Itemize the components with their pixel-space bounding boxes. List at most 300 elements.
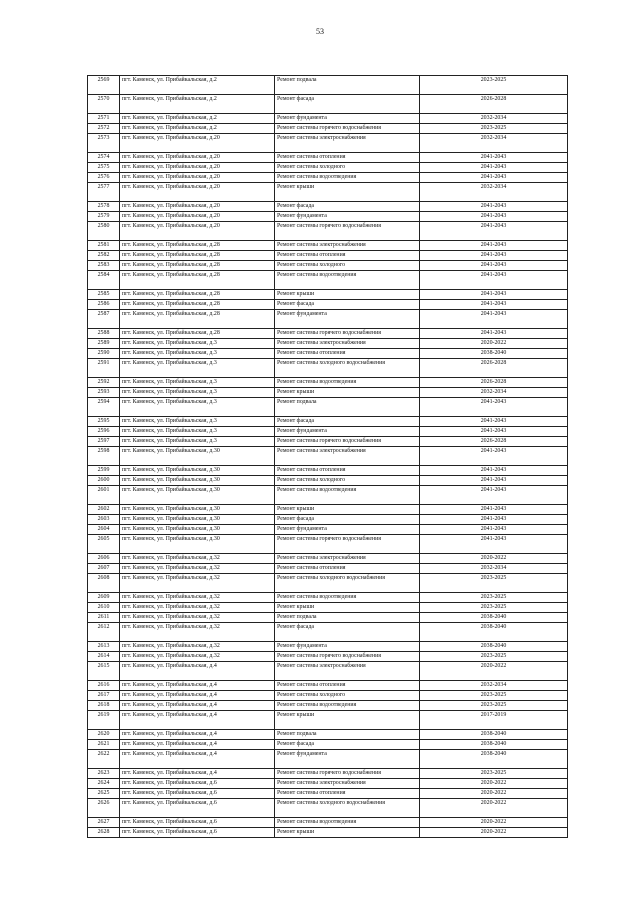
table-row bbox=[88, 95, 568, 114]
work-type-cell: Ремонт системы горячего водоснабжения bbox=[275, 652, 420, 662]
work-type-cell: Ремонт фундамента bbox=[275, 212, 420, 222]
address-cell: пгт. Каменск, ул. Прибайкальская, д.2 bbox=[120, 114, 275, 124]
table-row bbox=[88, 134, 568, 153]
work-type-cell: Ремонт системы электроснабжения bbox=[275, 447, 420, 466]
table-row bbox=[88, 564, 568, 574]
table-row bbox=[88, 241, 568, 251]
row-number-cell: 2620 bbox=[88, 730, 120, 740]
row-number-cell: 2571 bbox=[88, 114, 120, 124]
row-number-cell: 2596 bbox=[88, 427, 120, 437]
address-cell: пгт. Каменск, ул. Прибайкальская, д.30 bbox=[120, 476, 275, 486]
address-cell: пгт. Каменск, ул. Прибайкальская, д.3 bbox=[120, 437, 275, 447]
years-cell: 2023-2025 bbox=[420, 701, 568, 711]
address-cell: пгт. Каменск, ул. Прибайкальская, д.6 bbox=[120, 779, 275, 789]
years-cell: 2041-2043 bbox=[420, 212, 568, 222]
years-cell: 2026-2028 bbox=[420, 437, 568, 447]
address-cell: пгт. Каменск, ул. Прибайкальская, д.3 bbox=[120, 417, 275, 427]
row-number-cell: 2615 bbox=[88, 662, 120, 681]
years-cell: 2020-2022 bbox=[420, 554, 568, 564]
years-cell: 2041-2043 bbox=[420, 271, 568, 290]
address-cell: пгт. Каменск, ул. Прибайкальская, д.28 bbox=[120, 290, 275, 300]
work-type-cell: Ремонт фасада bbox=[275, 623, 420, 642]
address-cell: пгт. Каменск, ул. Прибайкальская, д.28 bbox=[120, 271, 275, 290]
work-type-cell: Ремонт системы горячего водоснабжения bbox=[275, 437, 420, 447]
address-cell: пгт. Каменск, ул. Прибайкальская, д.20 bbox=[120, 153, 275, 163]
row-number-cell: 2628 bbox=[88, 828, 120, 838]
work-type-cell: Ремонт системы водоотведения bbox=[275, 378, 420, 388]
table-row bbox=[88, 183, 568, 202]
row-number-cell: 2609 bbox=[88, 593, 120, 603]
row-number-cell: 2618 bbox=[88, 701, 120, 711]
years-cell: 2023-2025 bbox=[420, 124, 568, 134]
work-type-cell: Ремонт фасада bbox=[275, 740, 420, 750]
work-type-cell: Ремонт системы горячего водоснабжения bbox=[275, 769, 420, 779]
years-cell: 2023-2025 bbox=[420, 769, 568, 779]
address-cell: пгт. Каменск, ул. Прибайкальская, д.3 bbox=[120, 398, 275, 417]
row-number-cell: 2586 bbox=[88, 300, 120, 310]
years-cell: 2032-2034 bbox=[420, 388, 568, 398]
table-row bbox=[88, 554, 568, 564]
work-type-cell: Ремонт подвала bbox=[275, 730, 420, 740]
repair-schedule-table bbox=[87, 75, 568, 838]
work-type-cell: Ремонт фундамента bbox=[275, 525, 420, 535]
work-type-cell: Ремонт фундамента bbox=[275, 427, 420, 437]
table-row bbox=[88, 329, 568, 339]
years-cell: 2023-2025 bbox=[420, 603, 568, 613]
row-number-cell: 2588 bbox=[88, 329, 120, 339]
table-row bbox=[88, 271, 568, 290]
row-number-cell: 2600 bbox=[88, 476, 120, 486]
row-number-cell: 2598 bbox=[88, 447, 120, 466]
table-row bbox=[88, 750, 568, 769]
years-cell: 2020-2022 bbox=[420, 339, 568, 349]
address-cell: пгт. Каменск, ул. Прибайкальская, д.3 bbox=[120, 339, 275, 349]
table-row bbox=[88, 769, 568, 779]
address-cell: пгт. Каменск, ул. Прибайкальская, д.4 bbox=[120, 662, 275, 681]
row-number-cell: 2603 bbox=[88, 515, 120, 525]
years-cell: 2023-2025 bbox=[420, 76, 568, 95]
table-row bbox=[88, 427, 568, 437]
work-type-cell: Ремонт фасада bbox=[275, 300, 420, 310]
years-cell: 2038-2040 bbox=[420, 730, 568, 740]
row-number-cell: 2622 bbox=[88, 750, 120, 769]
table-row bbox=[88, 535, 568, 554]
address-cell: пгт. Каменск, ул. Прибайкальская, д.20 bbox=[120, 202, 275, 212]
work-type-cell: Ремонт системы водоотведения bbox=[275, 173, 420, 183]
row-number-cell: 2577 bbox=[88, 183, 120, 202]
address-cell: пгт. Каменск, ул. Прибайкальская, д.32 bbox=[120, 613, 275, 623]
row-number-cell: 2580 bbox=[88, 222, 120, 241]
row-number-cell: 2595 bbox=[88, 417, 120, 427]
years-cell: 2020-2022 bbox=[420, 828, 568, 838]
work-type-cell: Ремонт системы холодного водоснабжения bbox=[275, 574, 420, 593]
years-cell: 2032-2034 bbox=[420, 134, 568, 153]
work-type-cell: Ремонт системы отопления bbox=[275, 251, 420, 261]
table-row bbox=[88, 447, 568, 466]
table-row bbox=[88, 124, 568, 134]
table-row bbox=[88, 623, 568, 642]
years-cell: 2041-2043 bbox=[420, 173, 568, 183]
years-cell: 2023-2025 bbox=[420, 574, 568, 593]
work-type-cell: Ремонт системы водоотведения bbox=[275, 486, 420, 505]
years-cell: 2041-2043 bbox=[420, 241, 568, 251]
work-type-cell: Ремонт фасада bbox=[275, 202, 420, 212]
table-row bbox=[88, 310, 568, 329]
address-cell: пгт. Каменск, ул. Прибайкальская, д.30 bbox=[120, 515, 275, 525]
row-number-cell: 2608 bbox=[88, 574, 120, 593]
table-row bbox=[88, 603, 568, 613]
row-number-cell: 2582 bbox=[88, 251, 120, 261]
address-cell: пгт. Каменск, ул. Прибайкальская, д.30 bbox=[120, 535, 275, 554]
row-number-cell: 2619 bbox=[88, 711, 120, 730]
table-row bbox=[88, 163, 568, 173]
work-type-cell: Ремонт фундамента bbox=[275, 114, 420, 124]
address-cell: пгт. Каменск, ул. Прибайкальская, д.3 bbox=[120, 349, 275, 359]
address-cell: пгт. Каменск, ул. Прибайкальская, д.3 bbox=[120, 427, 275, 437]
work-type-cell: Ремонт системы водоотведения bbox=[275, 271, 420, 290]
table-row bbox=[88, 466, 568, 476]
address-cell: пгт. Каменск, ул. Прибайкальская, д.2 bbox=[120, 76, 275, 95]
years-cell: 2020-2022 bbox=[420, 779, 568, 789]
table-row bbox=[88, 691, 568, 701]
address-cell: пгт. Каменск, ул. Прибайкальская, д.20 bbox=[120, 163, 275, 173]
address-cell: пгт. Каменск, ул. Прибайкальская, д.4 bbox=[120, 750, 275, 769]
table-row bbox=[88, 388, 568, 398]
table-row bbox=[88, 222, 568, 241]
row-number-cell: 2573 bbox=[88, 134, 120, 153]
table-row bbox=[88, 789, 568, 799]
years-cell: 2038-2040 bbox=[420, 623, 568, 642]
years-cell: 2041-2043 bbox=[420, 251, 568, 261]
address-cell: пгт. Каменск, ул. Прибайкальская, д.32 bbox=[120, 574, 275, 593]
row-number-cell: 2581 bbox=[88, 241, 120, 251]
years-cell: 2023-2025 bbox=[420, 593, 568, 603]
work-type-cell: Ремонт системы электроснабжения bbox=[275, 339, 420, 349]
table-row bbox=[88, 417, 568, 427]
work-type-cell: Ремонт крыши bbox=[275, 505, 420, 515]
row-number-cell: 2617 bbox=[88, 691, 120, 701]
years-cell: 2041-2043 bbox=[420, 535, 568, 554]
years-cell: 2038-2040 bbox=[420, 750, 568, 769]
row-number-cell: 2591 bbox=[88, 359, 120, 378]
row-number-cell: 2616 bbox=[88, 681, 120, 691]
work-type-cell: Ремонт крыши bbox=[275, 828, 420, 838]
table-row bbox=[88, 290, 568, 300]
row-number-cell: 2612 bbox=[88, 623, 120, 642]
years-cell: 2038-2040 bbox=[420, 349, 568, 359]
address-cell: пгт. Каменск, ул. Прибайкальская, д.30 bbox=[120, 447, 275, 466]
address-cell: пгт. Каменск, ул. Прибайкальская, д.32 bbox=[120, 652, 275, 662]
row-number-cell: 2592 bbox=[88, 378, 120, 388]
address-cell: пгт. Каменск, ул. Прибайкальская, д.32 bbox=[120, 593, 275, 603]
years-cell: 2041-2043 bbox=[420, 398, 568, 417]
table-row bbox=[88, 515, 568, 525]
row-number-cell: 2569 bbox=[88, 76, 120, 95]
work-type-cell: Ремонт подвала bbox=[275, 398, 420, 417]
row-number-cell: 2587 bbox=[88, 310, 120, 329]
row-number-cell: 2575 bbox=[88, 163, 120, 173]
years-cell: 2023-2025 bbox=[420, 691, 568, 701]
row-number-cell: 2611 bbox=[88, 613, 120, 623]
years-cell: 2041-2043 bbox=[420, 427, 568, 437]
address-cell: пгт. Каменск, ул. Прибайкальская, д.32 bbox=[120, 603, 275, 613]
years-cell: 2041-2043 bbox=[420, 466, 568, 476]
work-type-cell: Ремонт системы горячего водоснабжения bbox=[275, 329, 420, 339]
table-row bbox=[88, 437, 568, 447]
address-cell: пгт. Каменск, ул. Прибайкальская, д.3 bbox=[120, 359, 275, 378]
address-cell: пгт. Каменск, ул. Прибайкальская, д.30 bbox=[120, 466, 275, 476]
years-cell: 2041-2043 bbox=[420, 486, 568, 505]
work-type-cell: Ремонт системы холодного bbox=[275, 163, 420, 173]
table-row bbox=[88, 701, 568, 711]
row-number-cell: 2572 bbox=[88, 124, 120, 134]
work-type-cell: Ремонт системы холодного bbox=[275, 261, 420, 271]
years-cell: 2032-2034 bbox=[420, 564, 568, 574]
years-cell: 2041-2043 bbox=[420, 300, 568, 310]
years-cell: 2041-2043 bbox=[420, 505, 568, 515]
row-number-cell: 2601 bbox=[88, 486, 120, 505]
table-row bbox=[88, 76, 568, 95]
table-row bbox=[88, 359, 568, 378]
row-number-cell: 2625 bbox=[88, 789, 120, 799]
address-cell: пгт. Каменск, ул. Прибайкальская, д.30 bbox=[120, 525, 275, 535]
address-cell: пгт. Каменск, ул. Прибайкальская, д.4 bbox=[120, 711, 275, 730]
work-type-cell: Ремонт системы отопления bbox=[275, 564, 420, 574]
years-cell: 2032-2034 bbox=[420, 183, 568, 202]
work-type-cell: Ремонт системы электроснабжения bbox=[275, 779, 420, 789]
address-cell: пгт. Каменск, ул. Прибайкальская, д.2 bbox=[120, 95, 275, 114]
address-cell: пгт. Каменск, ул. Прибайкальская, д.32 bbox=[120, 564, 275, 574]
address-cell: пгт. Каменск, ул. Прибайкальская, д.30 bbox=[120, 486, 275, 505]
table-row bbox=[88, 173, 568, 183]
years-cell: 2041-2043 bbox=[420, 261, 568, 271]
row-number-cell: 2599 bbox=[88, 466, 120, 476]
table-row bbox=[88, 378, 568, 388]
address-cell: пгт. Каменск, ул. Прибайкальская, д.20 bbox=[120, 183, 275, 202]
table-row bbox=[88, 652, 568, 662]
years-cell: 2020-2022 bbox=[420, 799, 568, 818]
row-number-cell: 2590 bbox=[88, 349, 120, 359]
work-type-cell: Ремонт системы холодного bbox=[275, 476, 420, 486]
years-cell: 2041-2043 bbox=[420, 329, 568, 339]
table-row bbox=[88, 574, 568, 593]
years-cell: 2041-2043 bbox=[420, 310, 568, 329]
table-row bbox=[88, 818, 568, 828]
table-row bbox=[88, 153, 568, 163]
address-cell: пгт. Каменск, ул. Прибайкальская, д.6 bbox=[120, 789, 275, 799]
table-row bbox=[88, 613, 568, 623]
years-cell: 2020-2022 bbox=[420, 818, 568, 828]
address-cell: пгт. Каменск, ул. Прибайкальская, д.32 bbox=[120, 554, 275, 564]
row-number-cell: 2574 bbox=[88, 153, 120, 163]
work-type-cell: Ремонт фасада bbox=[275, 417, 420, 427]
work-type-cell: Ремонт крыши bbox=[275, 183, 420, 202]
row-number-cell: 2579 bbox=[88, 212, 120, 222]
address-cell: пгт. Каменск, ул. Прибайкальская, д.3 bbox=[120, 378, 275, 388]
table-row bbox=[88, 779, 568, 789]
years-cell: 2041-2043 bbox=[420, 202, 568, 212]
work-type-cell: Ремонт системы отопления bbox=[275, 466, 420, 476]
row-number-cell: 2589 bbox=[88, 339, 120, 349]
row-number-cell: 2605 bbox=[88, 535, 120, 554]
row-number-cell: 2570 bbox=[88, 95, 120, 114]
table-row bbox=[88, 525, 568, 535]
years-cell: 2041-2043 bbox=[420, 476, 568, 486]
row-number-cell: 2614 bbox=[88, 652, 120, 662]
years-cell: 2032-2034 bbox=[420, 114, 568, 124]
work-type-cell: Ремонт крыши bbox=[275, 388, 420, 398]
row-number-cell: 2621 bbox=[88, 740, 120, 750]
table-row bbox=[88, 300, 568, 310]
row-number-cell: 2607 bbox=[88, 564, 120, 574]
row-number-cell: 2584 bbox=[88, 271, 120, 290]
table-row bbox=[88, 681, 568, 691]
table-row bbox=[88, 799, 568, 818]
address-cell: пгт. Каменск, ул. Прибайкальская, д.3 bbox=[120, 388, 275, 398]
table-row bbox=[88, 261, 568, 271]
table-row bbox=[88, 202, 568, 212]
table-row bbox=[88, 505, 568, 515]
row-number-cell: 2610 bbox=[88, 603, 120, 613]
years-cell: 2041-2043 bbox=[420, 222, 568, 241]
work-type-cell: Ремонт крыши bbox=[275, 290, 420, 300]
address-cell: пгт. Каменск, ул. Прибайкальская, д.4 bbox=[120, 701, 275, 711]
years-cell: 2023-2025 bbox=[420, 652, 568, 662]
work-type-cell: Ремонт системы электроснабжения bbox=[275, 134, 420, 153]
table-row bbox=[88, 828, 568, 838]
work-type-cell: Ремонт фундамента bbox=[275, 310, 420, 329]
years-cell: 2020-2022 bbox=[420, 662, 568, 681]
row-number-cell: 2578 bbox=[88, 202, 120, 212]
page-number: 53 bbox=[316, 27, 324, 36]
row-number-cell: 2627 bbox=[88, 818, 120, 828]
address-cell: пгт. Каменск, ул. Прибайкальская, д.32 bbox=[120, 642, 275, 652]
table-row bbox=[88, 398, 568, 417]
years-cell: 2017-2019 bbox=[420, 711, 568, 730]
table-row bbox=[88, 339, 568, 349]
table-body bbox=[88, 76, 568, 838]
address-cell: пгт. Каменск, ул. Прибайкальская, д.6 bbox=[120, 799, 275, 818]
work-type-cell: Ремонт системы горячего водоснабжения bbox=[275, 535, 420, 554]
table-row bbox=[88, 642, 568, 652]
row-number-cell: 2585 bbox=[88, 290, 120, 300]
years-cell: 2032-2034 bbox=[420, 681, 568, 691]
work-type-cell: Ремонт системы холодного водоснабжения bbox=[275, 359, 420, 378]
work-type-cell: Ремонт фундамента bbox=[275, 750, 420, 769]
table-row bbox=[88, 476, 568, 486]
address-cell: пгт. Каменск, ул. Прибайкальская, д.28 bbox=[120, 310, 275, 329]
repair-schedule-table-wrapper bbox=[87, 75, 567, 838]
work-type-cell: Ремонт фундамента bbox=[275, 642, 420, 652]
table-row bbox=[88, 740, 568, 750]
table-row bbox=[88, 349, 568, 359]
table-row bbox=[88, 711, 568, 730]
years-cell: 2026-2028 bbox=[420, 95, 568, 114]
years-cell: 2026-2028 bbox=[420, 378, 568, 388]
years-cell: 2026-2028 bbox=[420, 359, 568, 378]
work-type-cell: Ремонт системы отопления bbox=[275, 349, 420, 359]
row-number-cell: 2606 bbox=[88, 554, 120, 564]
work-type-cell: Ремонт подвала bbox=[275, 613, 420, 623]
row-number-cell: 2576 bbox=[88, 173, 120, 183]
work-type-cell: Ремонт системы горячего водоснабжения bbox=[275, 222, 420, 241]
work-type-cell: Ремонт системы отопления bbox=[275, 789, 420, 799]
table-row bbox=[88, 212, 568, 222]
address-cell: пгт. Каменск, ул. Прибайкальская, д.20 bbox=[120, 134, 275, 153]
row-number-cell: 2613 bbox=[88, 642, 120, 652]
address-cell: пгт. Каменск, ул. Прибайкальская, д.28 bbox=[120, 300, 275, 310]
work-type-cell: Ремонт системы горячего водоснабжения bbox=[275, 124, 420, 134]
address-cell: пгт. Каменск, ул. Прибайкальская, д.4 bbox=[120, 730, 275, 740]
work-type-cell: Ремонт системы электроснабжения bbox=[275, 241, 420, 251]
work-type-cell: Ремонт системы холодного bbox=[275, 691, 420, 701]
years-cell: 2038-2040 bbox=[420, 740, 568, 750]
address-cell: пгт. Каменск, ул. Прибайкальская, д.4 bbox=[120, 769, 275, 779]
work-type-cell: Ремонт системы холодного водоснабжения bbox=[275, 799, 420, 818]
work-type-cell: Ремонт системы электроснабжения bbox=[275, 662, 420, 681]
years-cell: 2020-2022 bbox=[420, 789, 568, 799]
table-row bbox=[88, 593, 568, 603]
table-row bbox=[88, 251, 568, 261]
work-type-cell: Ремонт подвала bbox=[275, 76, 420, 95]
years-cell: 2041-2043 bbox=[420, 163, 568, 173]
row-number-cell: 2593 bbox=[88, 388, 120, 398]
row-number-cell: 2602 bbox=[88, 505, 120, 515]
row-number-cell: 2604 bbox=[88, 525, 120, 535]
row-number-cell: 2626 bbox=[88, 799, 120, 818]
address-cell: пгт. Каменск, ул. Прибайкальская, д.20 bbox=[120, 173, 275, 183]
row-number-cell: 2597 bbox=[88, 437, 120, 447]
years-cell: 2038-2040 bbox=[420, 613, 568, 623]
row-number-cell: 2624 bbox=[88, 779, 120, 789]
work-type-cell: Ремонт фасада bbox=[275, 515, 420, 525]
years-cell: 2041-2043 bbox=[420, 153, 568, 163]
row-number-cell: 2623 bbox=[88, 769, 120, 779]
work-type-cell: Ремонт системы отопления bbox=[275, 153, 420, 163]
work-type-cell: Ремонт системы электроснабжения bbox=[275, 554, 420, 564]
work-type-cell: Ремонт фасада bbox=[275, 95, 420, 114]
work-type-cell: Ремонт крыши bbox=[275, 603, 420, 613]
row-number-cell: 2583 bbox=[88, 261, 120, 271]
address-cell: пгт. Каменск, ул. Прибайкальская, д.6 bbox=[120, 828, 275, 838]
address-cell: пгт. Каменск, ул. Прибайкальская, д.4 bbox=[120, 681, 275, 691]
work-type-cell: Ремонт системы водоотведения bbox=[275, 593, 420, 603]
work-type-cell: Ремонт крыши bbox=[275, 711, 420, 730]
years-cell: 2041-2043 bbox=[420, 417, 568, 427]
address-cell: пгт. Каменск, ул. Прибайкальская, д.6 bbox=[120, 818, 275, 828]
address-cell: пгт. Каменск, ул. Прибайкальская, д.28 bbox=[120, 261, 275, 271]
years-cell: 2041-2043 bbox=[420, 447, 568, 466]
address-cell: пгт. Каменск, ул. Прибайкальская, д.28 bbox=[120, 329, 275, 339]
work-type-cell: Ремонт системы водоотведения bbox=[275, 701, 420, 711]
address-cell: пгт. Каменск, ул. Прибайкальская, д.4 bbox=[120, 691, 275, 701]
address-cell: пгт. Каменск, ул. Прибайкальская, д.28 bbox=[120, 251, 275, 261]
address-cell: пгт. Каменск, ул. Прибайкальская, д.20 bbox=[120, 212, 275, 222]
address-cell: пгт. Каменск, ул. Прибайкальская, д.20 bbox=[120, 222, 275, 241]
row-number-cell: 2594 bbox=[88, 398, 120, 417]
address-cell: пгт. Каменск, ул. Прибайкальская, д.2 bbox=[120, 124, 275, 134]
address-cell: пгт. Каменск, ул. Прибайкальская, д.4 bbox=[120, 740, 275, 750]
table-row bbox=[88, 486, 568, 505]
work-type-cell: Ремонт системы водоотведения bbox=[275, 818, 420, 828]
address-cell: пгт. Каменск, ул. Прибайкальская, д.30 bbox=[120, 505, 275, 515]
work-type-cell: Ремонт системы отопления bbox=[275, 681, 420, 691]
address-cell: пгт. Каменск, ул. Прибайкальская, д.32 bbox=[120, 623, 275, 642]
years-cell: 2038-2040 bbox=[420, 642, 568, 652]
years-cell: 2041-2043 bbox=[420, 525, 568, 535]
table-row bbox=[88, 730, 568, 740]
table-row bbox=[88, 114, 568, 124]
